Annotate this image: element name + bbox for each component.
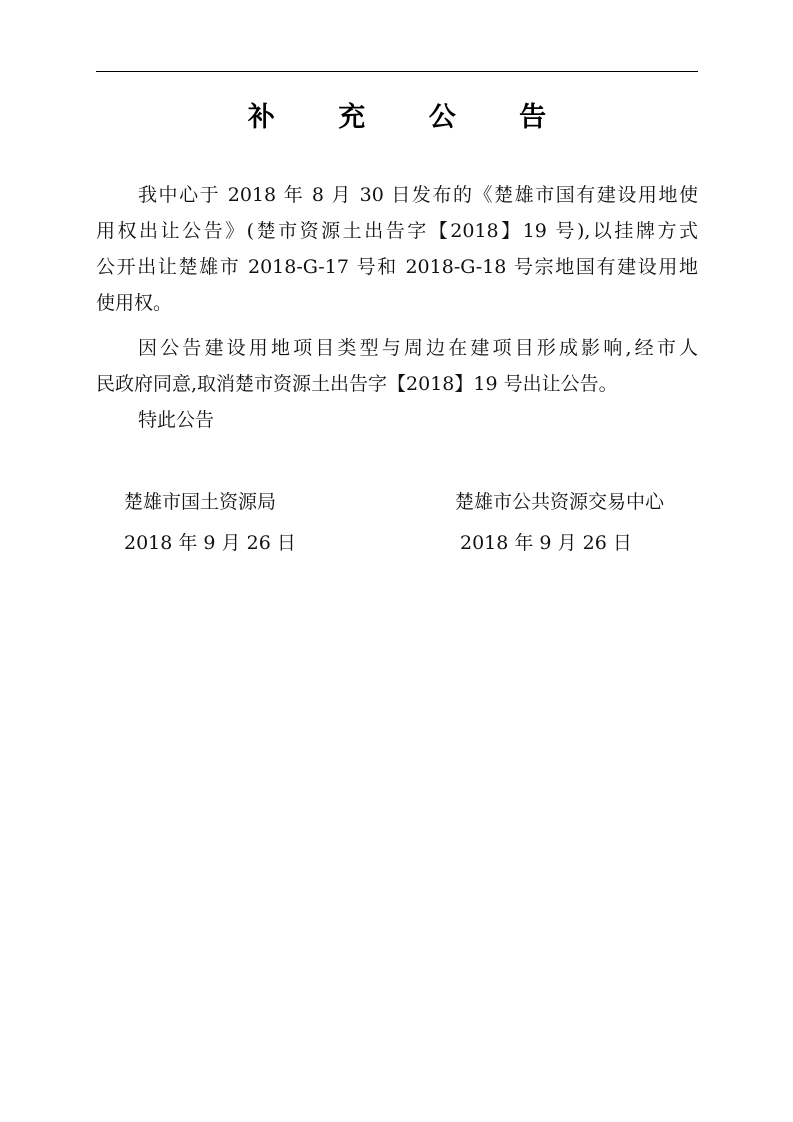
paragraph-2-line-2: 民政府同意,取消楚市资源土出告字【2018】19 号出让公告。 bbox=[96, 373, 618, 395]
signature-date-land-bureau: 2018 年 9 月 26 日 bbox=[124, 532, 296, 554]
signature-date-trading-center: 2018 年 9 月 26 日 bbox=[460, 532, 632, 554]
paragraph-1-line-3: 公开出让楚雄市 2018-G-17 号和 2018-G-18 号宗地国有建设用地 bbox=[96, 256, 698, 278]
paragraph-1-line-1: 我中心于 2018 年 8 月 30 日发布的《楚雄市国有建设用地使 bbox=[138, 184, 698, 206]
closing-text: 特此公告 bbox=[138, 409, 215, 431]
paragraph-1-line-2: 用权出让公告》(楚市资源土出告字【2018】19 号),以挂牌方式 bbox=[96, 220, 698, 242]
paragraph-2-line-1: 因公告建设用地项目类型与周边在建项目形成影响,经市人 bbox=[138, 337, 698, 359]
signature-issuer-land-bureau: 楚雄市国土资源局 bbox=[124, 491, 277, 513]
document-title: 补 充 公 告 bbox=[247, 102, 574, 133]
signature-issuer-trading-center: 楚雄市公共资源交易中心 bbox=[455, 491, 665, 513]
paragraph-1-line-4: 使用权。 bbox=[96, 292, 173, 314]
header-rule bbox=[96, 71, 698, 72]
